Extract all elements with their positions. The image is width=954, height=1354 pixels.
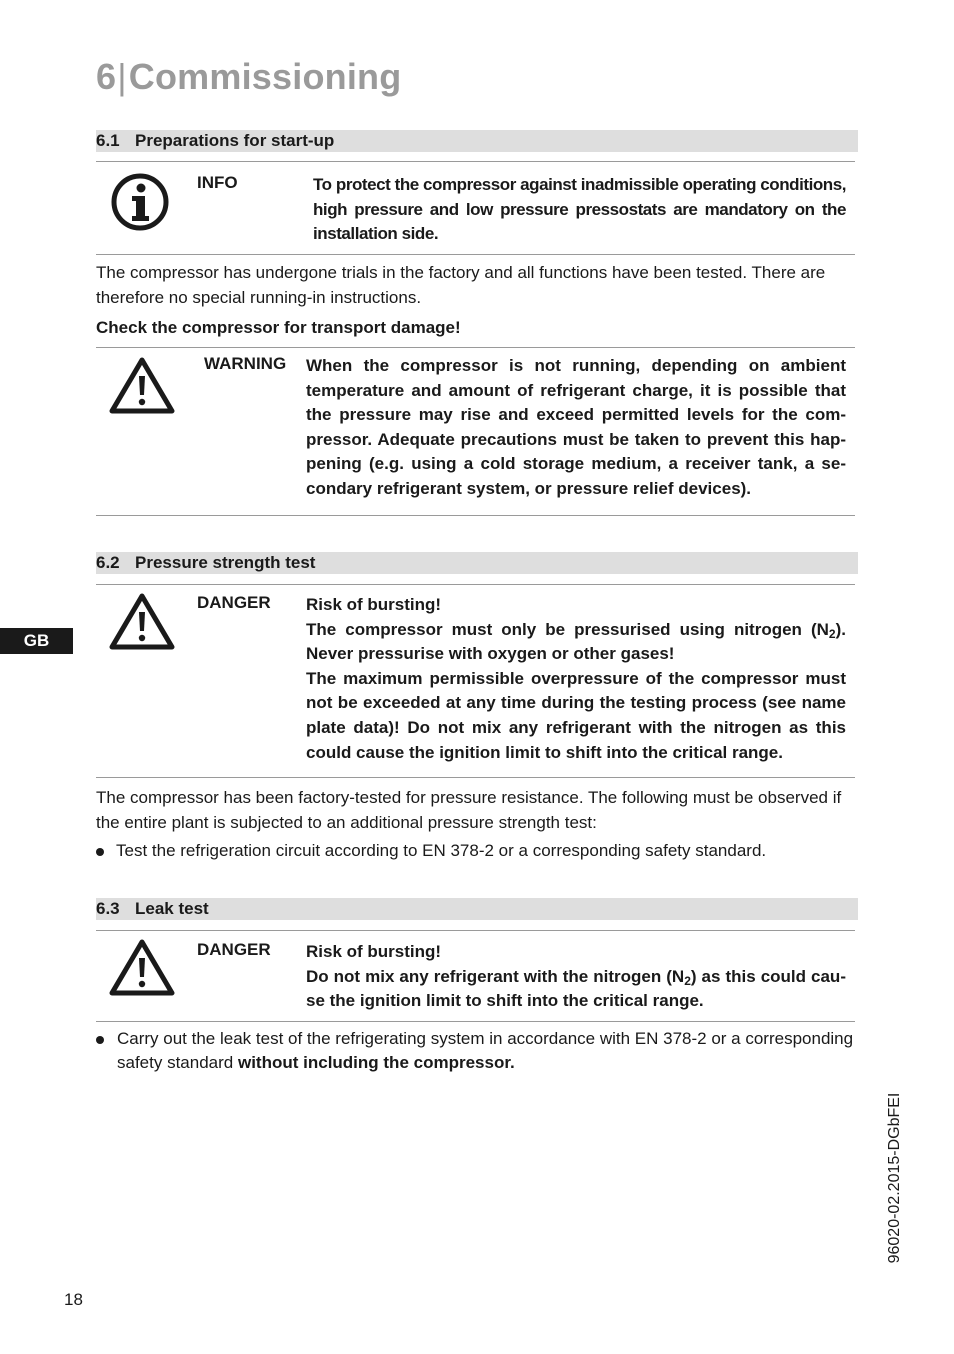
warning-label: WARNING [204,354,287,373]
chapter-heading [96,56,401,98]
document-number-text: 96020-02.2015-DGbFEI [886,1092,903,1264]
section-heading-6-1 [96,130,858,152]
danger-text [306,940,846,1014]
bullet-item [117,1027,859,1075]
danger-overpressure-note: The maximum permissible overpressure of the compressor must not be exceeded at any time during the testing process (see name plate data)! Do not mix any refrigerant with the nitrogen as this could cause the ignition limit to shift into the critical range. [306,668,846,762]
info-label: INFO [197,173,238,192]
section-number: 6.2 [96,553,120,572]
chapter-title: Commissioning [128,56,402,97]
danger-label: DANGER [197,593,271,612]
danger-label: DANGER [197,940,271,959]
paragraph: The compressor has been factory-tested for pressure resistance. The following must be observed if the entire plant is subjected to an additional pressure strength test: [96,788,842,832]
divider [96,347,855,348]
danger-text [306,593,846,765]
transport-damage-note: Check the compressor for transport damage! [96,318,461,337]
section-heading-6-3 [96,898,858,920]
bullet-dot [96,848,104,856]
section-title: Pressure strength test [135,553,316,572]
page-number: 18 [64,1290,83,1309]
info-text: To protect the compressor against inadmissible operating conditions, high pressure and low pressure pressostats are mandatory on the installation side. [313,175,847,244]
paragraph: The compressor has undergone trials in the factory and all functions have been tested. There are therefore no special running-in instructions. [96,263,826,307]
document-number [867,1088,923,1268]
danger-headline: Risk of bursting! [306,595,442,614]
info-icon [108,172,172,239]
chapter-separator: | [117,56,127,97]
divider [96,1021,855,1022]
section-title: Preparations for start-up [135,131,335,150]
divider [96,254,855,255]
section-title: Leak test [135,899,209,918]
section-number: 6.3 [96,899,120,918]
warning-text: When the compressor is not running, depending on ambient temperature and amount of refrigerant charge, it is possible that the pressure may rise and exceed permitted levels for the com-pressor. Adequate precautions must be taken to prevent this hap-pening (e.g. using a cold storage medium, a receiver tank, a se-condary refrigerant system, or pressure relief devices). [306,356,846,498]
danger-nitrogen-note: The compressor must only be pressurised using nitrogen $(N_2)$. Never pressurise with oxygen or other gases! [306,619,846,664]
danger-headline: Risk of bursting! [306,942,442,961]
danger-nitrogen-note: Do not mix any refrigerant with the nitrogen $(N_2)$ as this could cau-se the ignition limit to shift into the critical range. [306,966,846,1011]
divider [96,161,855,162]
bullet-text: Carry out the leak test of the refrigerating system in accordance with EN 378-2 or a corresponding safety standard [117,1029,854,1072]
warning-triangle-icon [108,356,176,421]
section-number: 6.1 [96,131,120,150]
danger-triangle-icon [108,938,176,1003]
bullet-emphasis: without including the compressor. [237,1053,515,1072]
danger-triangle-icon [108,592,176,657]
bullet-dot [96,1036,104,1044]
divider [96,584,855,585]
divider [96,777,855,778]
divider [96,515,855,516]
language-tab: GB [0,628,73,654]
bullet-item: Test the refrigeration circuit according to EN 378-2 or a corresponding safety standard. [116,841,767,860]
divider [96,930,855,931]
section-heading-6-2 [96,552,858,574]
chapter-number: 6 [96,56,117,97]
